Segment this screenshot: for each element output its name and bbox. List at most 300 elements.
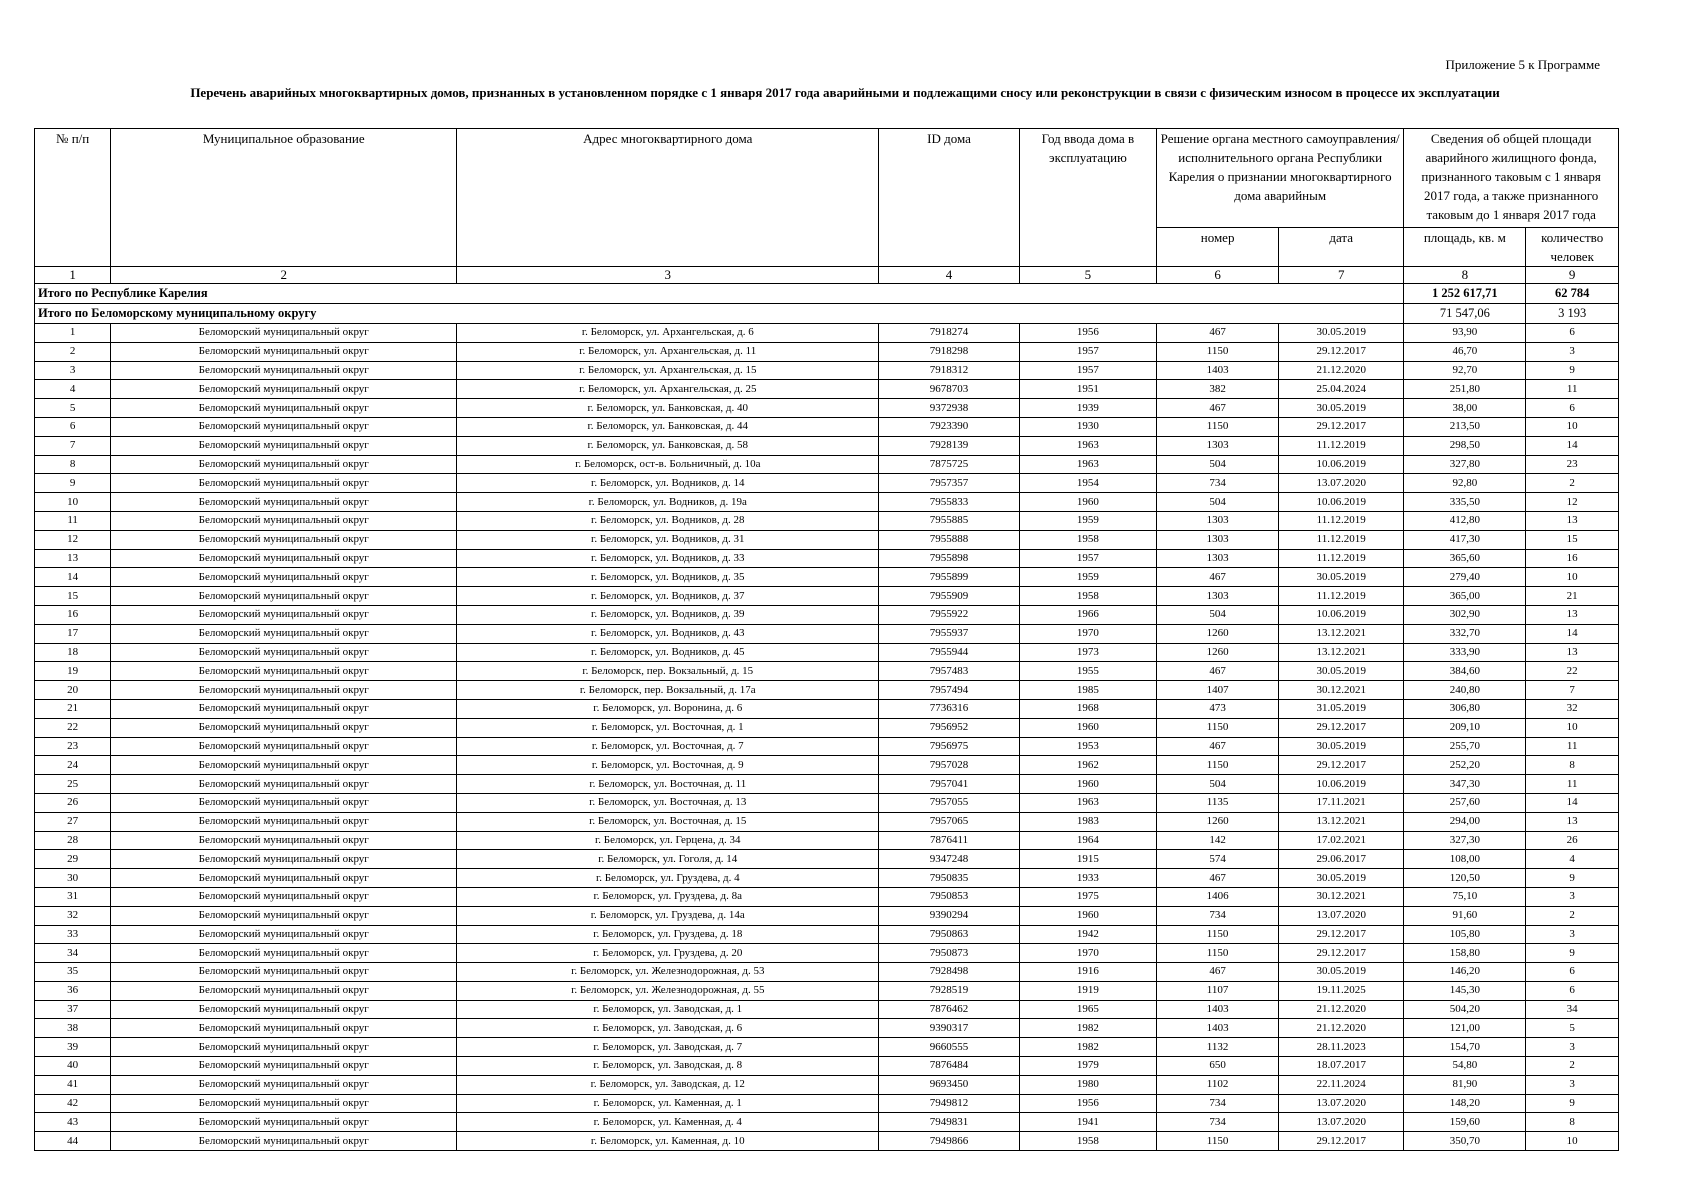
table-row xyxy=(35,361,1619,380)
municipality-cell: Беломорский муниципальный округ xyxy=(111,549,457,568)
address-cell: г. Беломорск, ул. Заводская, д. 6 xyxy=(457,1019,879,1038)
table-row xyxy=(35,718,1619,737)
decision-number-cell: 142 xyxy=(1157,831,1279,850)
table-row xyxy=(35,681,1619,700)
year-cell: 1957 xyxy=(1019,549,1156,568)
decision-date-cell: 29.12.2017 xyxy=(1279,1132,1404,1151)
people-cell: 3 xyxy=(1526,1038,1619,1057)
people-cell: 9 xyxy=(1526,944,1619,963)
people-cell: 16 xyxy=(1526,549,1619,568)
house-id-cell: 7923390 xyxy=(879,417,1019,436)
decision-date-cell: 21.12.2020 xyxy=(1279,361,1404,380)
row-number-cell: 1 xyxy=(35,324,111,343)
area-cell: 145,30 xyxy=(1404,981,1526,1000)
decision-date-cell: 10.06.2019 xyxy=(1279,455,1404,474)
people-cell: 23 xyxy=(1526,455,1619,474)
municipality-cell: Беломорский муниципальный округ xyxy=(111,1019,457,1038)
people-cell: 14 xyxy=(1526,624,1619,643)
table-row xyxy=(35,605,1619,624)
address-cell: г. Беломорск, ул. Архангельская, д. 25 xyxy=(457,380,879,399)
address-cell: г. Беломорск, ост-в. Больничный, д. 10а xyxy=(457,455,879,474)
decision-date-cell: 11.12.2019 xyxy=(1279,530,1404,549)
house-id-cell: 7955899 xyxy=(879,568,1019,587)
table-row xyxy=(35,511,1619,530)
address-cell: г. Беломорск, ул. Водников, д. 14 xyxy=(457,474,879,493)
row-number-cell: 44 xyxy=(35,1132,111,1151)
emergency-housing-table xyxy=(34,128,1619,1151)
municipality-cell: Беломорский муниципальный округ xyxy=(111,737,457,756)
address-cell: г. Беломорск, ул. Заводская, д. 1 xyxy=(457,1000,879,1019)
house-id-cell: 7955944 xyxy=(879,643,1019,662)
table-row xyxy=(35,737,1619,756)
year-cell: 1963 xyxy=(1019,455,1156,474)
area-cell: 306,80 xyxy=(1404,699,1526,718)
decision-number-cell: 467 xyxy=(1157,568,1279,587)
row-number-cell: 43 xyxy=(35,1113,111,1132)
house-id-cell: 7949831 xyxy=(879,1113,1019,1132)
column-number: 6 xyxy=(1157,267,1279,284)
people-cell: 14 xyxy=(1526,436,1619,455)
address-cell: г. Беломорск, ул. Водников, д. 45 xyxy=(457,643,879,662)
total-label: Итого по Республике Карелия xyxy=(35,284,1404,304)
house-id-cell: 7950853 xyxy=(879,887,1019,906)
people-cell: 10 xyxy=(1526,1132,1619,1151)
address-cell: г. Беломорск, ул. Архангельская, д. 11 xyxy=(457,342,879,361)
decision-number-cell: 1150 xyxy=(1157,756,1279,775)
decision-date-cell: 30.05.2019 xyxy=(1279,324,1404,343)
decision-number-cell: 1150 xyxy=(1157,417,1279,436)
decision-date-cell: 22.11.2024 xyxy=(1279,1075,1404,1094)
row-number-cell: 7 xyxy=(35,436,111,455)
table-row xyxy=(35,324,1619,343)
year-cell: 1941 xyxy=(1019,1113,1156,1132)
house-id-cell: 9390317 xyxy=(879,1019,1019,1038)
year-cell: 1958 xyxy=(1019,1132,1156,1151)
municipality-cell: Беломорский муниципальный округ xyxy=(111,756,457,775)
row-number-cell: 8 xyxy=(35,455,111,474)
municipality-cell: Беломорский муниципальный округ xyxy=(111,850,457,869)
address-cell: г. Беломорск, ул. Груздева, д. 8а xyxy=(457,887,879,906)
house-id-cell: 7950863 xyxy=(879,925,1019,944)
decision-date-cell: 29.06.2017 xyxy=(1279,850,1404,869)
header-area-info: Сведения об общей площади аварийного жилищного фонда, признанного таковым с 1 января 2017 года, а также признанного таковым до 1 января 2017 года xyxy=(1404,129,1619,228)
table-row xyxy=(35,662,1619,681)
year-cell: 1983 xyxy=(1019,812,1156,831)
decision-date-cell: 29.12.2017 xyxy=(1279,944,1404,963)
year-cell: 1982 xyxy=(1019,1019,1156,1038)
municipality-cell: Беломорский муниципальный округ xyxy=(111,681,457,700)
municipality-cell: Беломорский муниципальный округ xyxy=(111,869,457,888)
column-number: 7 xyxy=(1279,267,1404,284)
decision-number-cell: 734 xyxy=(1157,906,1279,925)
total-row xyxy=(35,284,1619,304)
year-cell: 1960 xyxy=(1019,775,1156,794)
row-number-cell: 22 xyxy=(35,718,111,737)
address-cell: г. Беломорск, ул. Восточная, д. 9 xyxy=(457,756,879,775)
decision-number-cell: 734 xyxy=(1157,474,1279,493)
row-number-cell: 38 xyxy=(35,1019,111,1038)
area-cell: 412,80 xyxy=(1404,511,1526,530)
area-cell: 108,00 xyxy=(1404,850,1526,869)
year-cell: 1960 xyxy=(1019,718,1156,737)
municipality-cell: Беломорский муниципальный округ xyxy=(111,1094,457,1113)
area-cell: 81,90 xyxy=(1404,1075,1526,1094)
year-cell: 1975 xyxy=(1019,887,1156,906)
decision-number-cell: 734 xyxy=(1157,1094,1279,1113)
address-cell: г. Беломорск, ул. Архангельская, д. 6 xyxy=(457,324,879,343)
decision-number-cell: 1403 xyxy=(1157,1000,1279,1019)
house-id-cell: 7957483 xyxy=(879,662,1019,681)
row-number-cell: 23 xyxy=(35,737,111,756)
house-id-cell: 7955898 xyxy=(879,549,1019,568)
column-number: 8 xyxy=(1404,267,1526,284)
area-cell: 347,30 xyxy=(1404,775,1526,794)
decision-number-cell: 1132 xyxy=(1157,1038,1279,1057)
decision-number-cell: 467 xyxy=(1157,324,1279,343)
decision-date-cell: 13.12.2021 xyxy=(1279,624,1404,643)
area-cell: 92,80 xyxy=(1404,474,1526,493)
table-row xyxy=(35,1000,1619,1019)
people-cell: 2 xyxy=(1526,906,1619,925)
decision-number-cell: 1303 xyxy=(1157,549,1279,568)
column-number: 2 xyxy=(111,267,457,284)
row-number-cell: 5 xyxy=(35,399,111,418)
people-cell: 12 xyxy=(1526,493,1619,512)
header-year: Год ввода дома в эксплуатацию xyxy=(1019,129,1156,267)
address-cell: г. Беломорск, ул. Заводская, д. 12 xyxy=(457,1075,879,1094)
table-row xyxy=(35,981,1619,1000)
people-cell: 13 xyxy=(1526,511,1619,530)
total-area: 71 547,06 xyxy=(1404,304,1526,324)
area-cell: 93,90 xyxy=(1404,324,1526,343)
row-number-cell: 11 xyxy=(35,511,111,530)
people-cell: 2 xyxy=(1526,474,1619,493)
year-cell: 1970 xyxy=(1019,624,1156,643)
column-number: 9 xyxy=(1526,267,1619,284)
area-cell: 365,60 xyxy=(1404,549,1526,568)
people-cell: 6 xyxy=(1526,963,1619,982)
row-number-cell: 28 xyxy=(35,831,111,850)
decision-number-cell: 467 xyxy=(1157,662,1279,681)
year-cell: 1965 xyxy=(1019,1000,1156,1019)
people-cell: 34 xyxy=(1526,1000,1619,1019)
table-row xyxy=(35,380,1619,399)
year-cell: 1951 xyxy=(1019,380,1156,399)
decision-date-cell: 11.12.2019 xyxy=(1279,436,1404,455)
address-cell: г. Беломорск, ул. Каменная, д. 10 xyxy=(457,1132,879,1151)
municipality-cell: Беломорский муниципальный округ xyxy=(111,887,457,906)
decision-date-cell: 13.07.2020 xyxy=(1279,906,1404,925)
decision-number-cell: 1260 xyxy=(1157,643,1279,662)
year-cell: 1960 xyxy=(1019,493,1156,512)
area-cell: 209,10 xyxy=(1404,718,1526,737)
area-cell: 213,50 xyxy=(1404,417,1526,436)
decision-date-cell: 17.11.2021 xyxy=(1279,793,1404,812)
year-cell: 1957 xyxy=(1019,361,1156,380)
year-cell: 1962 xyxy=(1019,756,1156,775)
decision-number-cell: 1150 xyxy=(1157,1132,1279,1151)
table-row xyxy=(35,455,1619,474)
area-cell: 92,70 xyxy=(1404,361,1526,380)
year-cell: 1963 xyxy=(1019,793,1156,812)
people-cell: 11 xyxy=(1526,380,1619,399)
people-cell: 3 xyxy=(1526,887,1619,906)
header-house-id: ID дома xyxy=(879,129,1019,267)
house-id-cell: 7876462 xyxy=(879,1000,1019,1019)
year-cell: 1957 xyxy=(1019,342,1156,361)
decision-date-cell: 29.12.2017 xyxy=(1279,925,1404,944)
year-cell: 1982 xyxy=(1019,1038,1156,1057)
address-cell: г. Беломорск, ул. Груздева, д. 20 xyxy=(457,944,879,963)
area-cell: 350,70 xyxy=(1404,1132,1526,1151)
table-row xyxy=(35,399,1619,418)
year-cell: 1955 xyxy=(1019,662,1156,681)
row-number-cell: 39 xyxy=(35,1038,111,1057)
header-decision-number: номер xyxy=(1157,228,1279,267)
decision-number-cell: 734 xyxy=(1157,1113,1279,1132)
row-number-cell: 19 xyxy=(35,662,111,681)
decision-number-cell: 574 xyxy=(1157,850,1279,869)
table-row xyxy=(35,587,1619,606)
decision-number-cell: 1150 xyxy=(1157,944,1279,963)
decision-date-cell: 30.12.2021 xyxy=(1279,681,1404,700)
year-cell: 1919 xyxy=(1019,981,1156,1000)
house-id-cell: 7950835 xyxy=(879,869,1019,888)
decision-date-cell: 13.07.2020 xyxy=(1279,1094,1404,1113)
area-cell: 251,80 xyxy=(1404,380,1526,399)
house-id-cell: 7928139 xyxy=(879,436,1019,455)
municipality-cell: Беломорский муниципальный округ xyxy=(111,699,457,718)
house-id-cell: 7918312 xyxy=(879,361,1019,380)
decision-date-cell: 28.11.2023 xyxy=(1279,1038,1404,1057)
house-id-cell: 9660555 xyxy=(879,1038,1019,1057)
area-cell: 255,70 xyxy=(1404,737,1526,756)
year-cell: 1942 xyxy=(1019,925,1156,944)
decision-date-cell: 10.06.2019 xyxy=(1279,605,1404,624)
municipality-cell: Беломорский муниципальный округ xyxy=(111,925,457,944)
table-row xyxy=(35,963,1619,982)
municipality-cell: Беломорский муниципальный округ xyxy=(111,1113,457,1132)
house-id-cell: 7955937 xyxy=(879,624,1019,643)
decision-date-cell: 29.12.2017 xyxy=(1279,417,1404,436)
header-people: количество человек xyxy=(1526,228,1619,267)
house-id-cell: 7876411 xyxy=(879,831,1019,850)
table-row xyxy=(35,474,1619,493)
table-row xyxy=(35,906,1619,925)
decision-number-cell: 1102 xyxy=(1157,1075,1279,1094)
address-cell: г. Беломорск, ул. Каменная, д. 4 xyxy=(457,1113,879,1132)
year-cell: 1970 xyxy=(1019,944,1156,963)
people-cell: 5 xyxy=(1526,1019,1619,1038)
row-number-cell: 36 xyxy=(35,981,111,1000)
house-id-cell: 9678703 xyxy=(879,380,1019,399)
people-cell: 11 xyxy=(1526,737,1619,756)
people-cell: 15 xyxy=(1526,530,1619,549)
area-cell: 120,50 xyxy=(1404,869,1526,888)
address-cell: г. Беломорск, ул. Железнодорожная, д. 53 xyxy=(457,963,879,982)
table-row xyxy=(35,1113,1619,1132)
people-cell: 22 xyxy=(1526,662,1619,681)
decision-date-cell: 21.12.2020 xyxy=(1279,1000,1404,1019)
people-cell: 7 xyxy=(1526,681,1619,700)
row-number-cell: 40 xyxy=(35,1057,111,1076)
house-id-cell: 7957065 xyxy=(879,812,1019,831)
decision-date-cell: 13.07.2020 xyxy=(1279,1113,1404,1132)
year-cell: 1954 xyxy=(1019,474,1156,493)
area-cell: 333,90 xyxy=(1404,643,1526,662)
house-id-cell: 7955833 xyxy=(879,493,1019,512)
people-cell: 26 xyxy=(1526,831,1619,850)
area-cell: 327,80 xyxy=(1404,455,1526,474)
address-cell: г. Беломорск, ул. Восточная, д. 15 xyxy=(457,812,879,831)
address-cell: г. Беломорск, ул. Восточная, д. 13 xyxy=(457,793,879,812)
municipality-cell: Беломорский муниципальный округ xyxy=(111,455,457,474)
address-cell: г. Беломорск, ул. Железнодорожная, д. 55 xyxy=(457,981,879,1000)
decision-date-cell: 13.12.2021 xyxy=(1279,643,1404,662)
table-row xyxy=(35,624,1619,643)
municipality-cell: Беломорский муниципальный округ xyxy=(111,662,457,681)
decision-number-cell: 1403 xyxy=(1157,1019,1279,1038)
people-cell: 6 xyxy=(1526,399,1619,418)
row-number-cell: 41 xyxy=(35,1075,111,1094)
row-number-cell: 31 xyxy=(35,887,111,906)
decision-number-cell: 467 xyxy=(1157,399,1279,418)
row-number-cell: 3 xyxy=(35,361,111,380)
municipality-cell: Беломорский муниципальный округ xyxy=(111,361,457,380)
year-cell: 1915 xyxy=(1019,850,1156,869)
area-cell: 365,00 xyxy=(1404,587,1526,606)
municipality-cell: Беломорский муниципальный округ xyxy=(111,831,457,850)
decision-date-cell: 11.12.2019 xyxy=(1279,511,1404,530)
municipality-cell: Беломорский муниципальный округ xyxy=(111,436,457,455)
area-cell: 159,60 xyxy=(1404,1113,1526,1132)
house-id-cell: 7918274 xyxy=(879,324,1019,343)
table-row xyxy=(35,944,1619,963)
year-cell: 1968 xyxy=(1019,699,1156,718)
decision-date-cell: 29.12.2017 xyxy=(1279,718,1404,737)
table-row xyxy=(35,493,1619,512)
address-cell: г. Беломорск, ул. Груздева, д. 4 xyxy=(457,869,879,888)
decision-date-cell: 18.07.2017 xyxy=(1279,1057,1404,1076)
year-cell: 1916 xyxy=(1019,963,1156,982)
year-cell: 1933 xyxy=(1019,869,1156,888)
year-cell: 1953 xyxy=(1019,737,1156,756)
municipality-cell: Беломорский муниципальный округ xyxy=(111,963,457,982)
year-cell: 1964 xyxy=(1019,831,1156,850)
address-cell: г. Беломорск, ул. Банковская, д. 40 xyxy=(457,399,879,418)
table-row xyxy=(35,775,1619,794)
people-cell: 13 xyxy=(1526,605,1619,624)
area-cell: 91,60 xyxy=(1404,906,1526,925)
municipality-cell: Беломорский муниципальный округ xyxy=(111,417,457,436)
house-id-cell: 7957494 xyxy=(879,681,1019,700)
table-row xyxy=(35,699,1619,718)
decision-number-cell: 1135 xyxy=(1157,793,1279,812)
municipality-cell: Беломорский муниципальный округ xyxy=(111,380,457,399)
header-area: площадь, кв. м xyxy=(1404,228,1526,267)
address-cell: г. Беломорск, ул. Водников, д. 35 xyxy=(457,568,879,587)
municipality-cell: Беломорский муниципальный округ xyxy=(111,474,457,493)
header-num: № п/п xyxy=(35,129,111,267)
municipality-cell: Беломорский муниципальный округ xyxy=(111,511,457,530)
municipality-cell: Беломорский муниципальный округ xyxy=(111,1000,457,1019)
table-row xyxy=(35,530,1619,549)
decision-number-cell: 467 xyxy=(1157,869,1279,888)
area-cell: 294,00 xyxy=(1404,812,1526,831)
decision-number-cell: 504 xyxy=(1157,775,1279,794)
people-cell: 3 xyxy=(1526,342,1619,361)
municipality-cell: Беломорский муниципальный округ xyxy=(111,1132,457,1151)
people-cell: 32 xyxy=(1526,699,1619,718)
decision-number-cell: 1303 xyxy=(1157,530,1279,549)
decision-date-cell: 17.02.2021 xyxy=(1279,831,1404,850)
year-cell: 1958 xyxy=(1019,587,1156,606)
address-cell: г. Беломорск, ул. Воронина, д. 6 xyxy=(457,699,879,718)
house-id-cell: 7928498 xyxy=(879,963,1019,982)
decision-number-cell: 1260 xyxy=(1157,624,1279,643)
address-cell: г. Беломорск, ул. Заводская, д. 7 xyxy=(457,1038,879,1057)
decision-date-cell: 10.06.2019 xyxy=(1279,775,1404,794)
address-cell: г. Беломорск, ул. Водников, д. 33 xyxy=(457,549,879,568)
decision-date-cell: 29.12.2017 xyxy=(1279,342,1404,361)
total-people: 62 784 xyxy=(1526,284,1619,304)
table-row xyxy=(35,1019,1619,1038)
people-cell: 10 xyxy=(1526,417,1619,436)
municipality-cell: Беломорский муниципальный округ xyxy=(111,1075,457,1094)
area-cell: 38,00 xyxy=(1404,399,1526,418)
row-number-cell: 37 xyxy=(35,1000,111,1019)
row-number-cell: 34 xyxy=(35,944,111,963)
people-cell: 10 xyxy=(1526,718,1619,737)
column-number-row xyxy=(35,267,1619,284)
row-number-cell: 15 xyxy=(35,587,111,606)
total-row xyxy=(35,304,1619,324)
decision-date-cell: 13.12.2021 xyxy=(1279,812,1404,831)
people-cell: 8 xyxy=(1526,1113,1619,1132)
address-cell: г. Беломорск, ул. Герцена, д. 34 xyxy=(457,831,879,850)
decision-number-cell: 1406 xyxy=(1157,887,1279,906)
address-cell: г. Беломорск, ул. Гоголя, д. 14 xyxy=(457,850,879,869)
municipality-cell: Беломорский муниципальный округ xyxy=(111,718,457,737)
decision-number-cell: 473 xyxy=(1157,699,1279,718)
table-row xyxy=(35,1038,1619,1057)
year-cell: 1973 xyxy=(1019,643,1156,662)
header-municipality: Муниципальное образование xyxy=(111,129,457,267)
row-number-cell: 14 xyxy=(35,568,111,587)
people-cell: 2 xyxy=(1526,1057,1619,1076)
decision-number-cell: 1150 xyxy=(1157,925,1279,944)
table-row xyxy=(35,1057,1619,1076)
address-cell: г. Беломорск, ул. Водников, д. 19а xyxy=(457,493,879,512)
table-row xyxy=(35,812,1619,831)
house-id-cell: 7957357 xyxy=(879,474,1019,493)
address-cell: г. Беломорск, ул. Водников, д. 28 xyxy=(457,511,879,530)
year-cell: 1930 xyxy=(1019,417,1156,436)
area-cell: 121,00 xyxy=(1404,1019,1526,1038)
year-cell: 1939 xyxy=(1019,399,1156,418)
row-number-cell: 6 xyxy=(35,417,111,436)
decision-date-cell: 25.04.2024 xyxy=(1279,380,1404,399)
decision-number-cell: 1150 xyxy=(1157,342,1279,361)
area-cell: 46,70 xyxy=(1404,342,1526,361)
address-cell: г. Беломорск, ул. Груздева, д. 14а xyxy=(457,906,879,925)
municipality-cell: Беломорский муниципальный округ xyxy=(111,1057,457,1076)
municipality-cell: Беломорский муниципальный округ xyxy=(111,775,457,794)
row-number-cell: 27 xyxy=(35,812,111,831)
decision-date-cell: 11.12.2019 xyxy=(1279,549,1404,568)
house-id-cell: 7957028 xyxy=(879,756,1019,775)
area-cell: 105,80 xyxy=(1404,925,1526,944)
